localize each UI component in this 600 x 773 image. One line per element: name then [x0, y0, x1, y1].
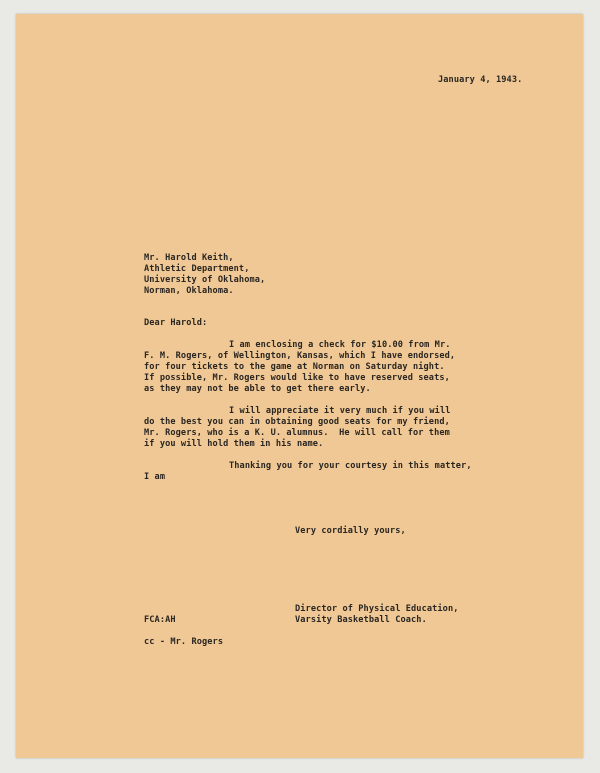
- address-line-university: University of Oklahoma,: [144, 275, 266, 285]
- letter-page: [16, 14, 583, 758]
- address-line-name: Mr. Harold Keith,: [144, 253, 234, 263]
- carbon-copy-notation: cc - Mr. Rogers: [144, 637, 224, 647]
- paragraph2-line: I will appreciate it very much if you will: [229, 406, 451, 416]
- address-line-department: Athletic Department,: [144, 264, 250, 274]
- paragraph1-line: for four tickets to the game at Norman on Saturday night.: [144, 362, 445, 372]
- signature-title-line: Varsity Basketball Coach.: [295, 615, 427, 625]
- letter-date: January 4, 1943.: [438, 75, 523, 85]
- complimentary-closing: Very cordially yours,: [295, 526, 406, 536]
- salutation: Dear Harold:: [144, 318, 208, 328]
- paragraph3-line: I am: [144, 472, 166, 482]
- paragraph2-line: Mr. Rogers, who is a K. U. alumnus. He will call for them: [144, 428, 450, 438]
- typist-initials: FCA:AH: [144, 615, 176, 625]
- paragraph2-line: if you will hold them in his name.: [144, 439, 324, 449]
- paragraph1-line: I am enclosing a check for $10.00 from Mr.: [229, 340, 451, 350]
- paragraph1-line: If possible, Mr. Rogers would like to have reserved seats,: [144, 373, 450, 383]
- paragraph1-line: as they may not be able to get there early.: [144, 384, 371, 394]
- signature-title-line: Director of Physical Education,: [295, 604, 459, 614]
- paragraph1-line: F. M. Rogers, of Wellington, Kansas, which I have endorsed,: [144, 351, 456, 361]
- address-line-city: Norman, Oklahoma.: [144, 286, 234, 296]
- paragraph2-line: do the best you can in obtaining good seats for my friend,: [144, 417, 450, 427]
- paragraph3-line: Thanking you for your courtesy in this matter,: [229, 461, 472, 471]
